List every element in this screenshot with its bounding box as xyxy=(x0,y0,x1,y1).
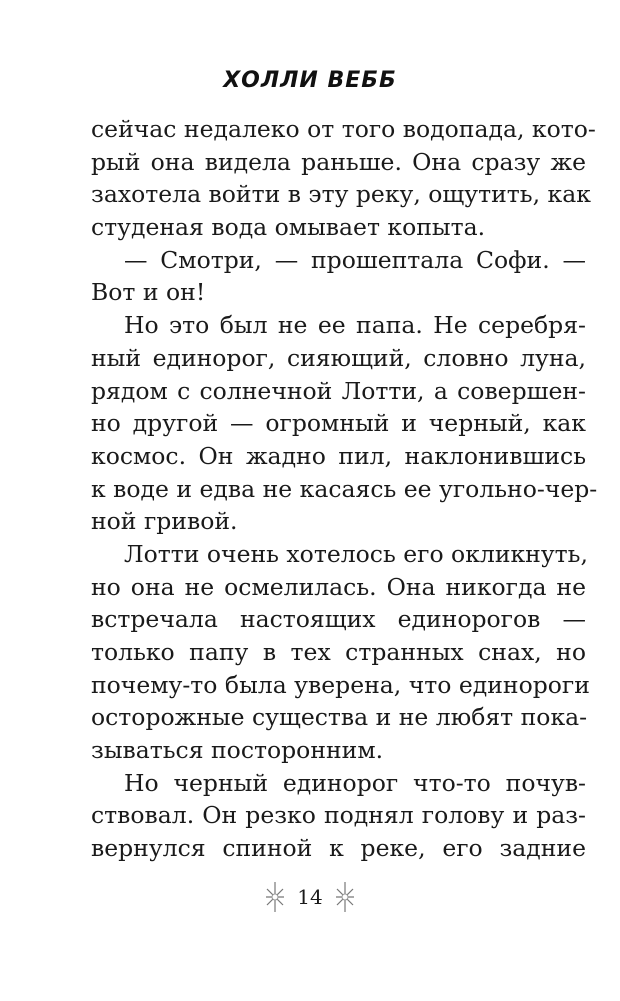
text-line: Но это был не ее папа. Не серебря- xyxy=(124,311,586,340)
text-line: зываться посторонним. xyxy=(91,736,384,765)
text-line: встречала настоящих единорогов — xyxy=(91,605,586,634)
starburst-right-icon xyxy=(335,880,355,914)
text-line: космос. Он жадно пил, наклонившись xyxy=(91,441,586,470)
text-line: ный единорог, сияющий, словно луна, xyxy=(91,343,586,372)
running-header: ХОЛЛИ ВЕББ xyxy=(223,68,397,93)
page-number: 14 xyxy=(297,885,323,909)
text-line: Лотти очень хотелось его окликнуть, xyxy=(124,539,588,568)
text-line: но другой — огромный и черный, как xyxy=(91,409,586,438)
text-line: сейчас недалеко от того водопада, кото- xyxy=(91,115,596,143)
text-line: рый она видела раньше. Она сразу же xyxy=(91,147,586,176)
page-footer xyxy=(0,880,620,914)
body-text xyxy=(91,113,598,865)
text-line: студеная вода омывает копыта. xyxy=(91,213,486,242)
text-line: почему-то была уверена, что единороги xyxy=(91,670,590,699)
text-line: осторожные существа и не любят пока- xyxy=(91,703,588,732)
text-line: к воде и едва не касаясь ее угольно-чер- xyxy=(91,474,598,503)
text-line: — Смотри, — прошептала Софи. — xyxy=(124,245,586,274)
text-line: Но черный единорог что-то почув- xyxy=(124,768,586,797)
text-line: ной гривой. xyxy=(91,507,238,536)
text-line: только папу в тех странных снах, но xyxy=(91,638,586,666)
text-line: но она не осмелилась. Она никогда не xyxy=(91,572,586,601)
text-line: захотела войти в эту реку, ощутить, как xyxy=(91,180,591,209)
text-line: Вот и он! xyxy=(91,278,206,307)
text-line: вернулся спиной к реке, его задние xyxy=(91,834,586,863)
text-line: рядом с солнечной Лотти, а совершен- xyxy=(91,376,586,405)
text-line: ствовал. Он резко поднял голову и раз- xyxy=(91,801,586,830)
starburst-left-icon xyxy=(265,880,285,914)
